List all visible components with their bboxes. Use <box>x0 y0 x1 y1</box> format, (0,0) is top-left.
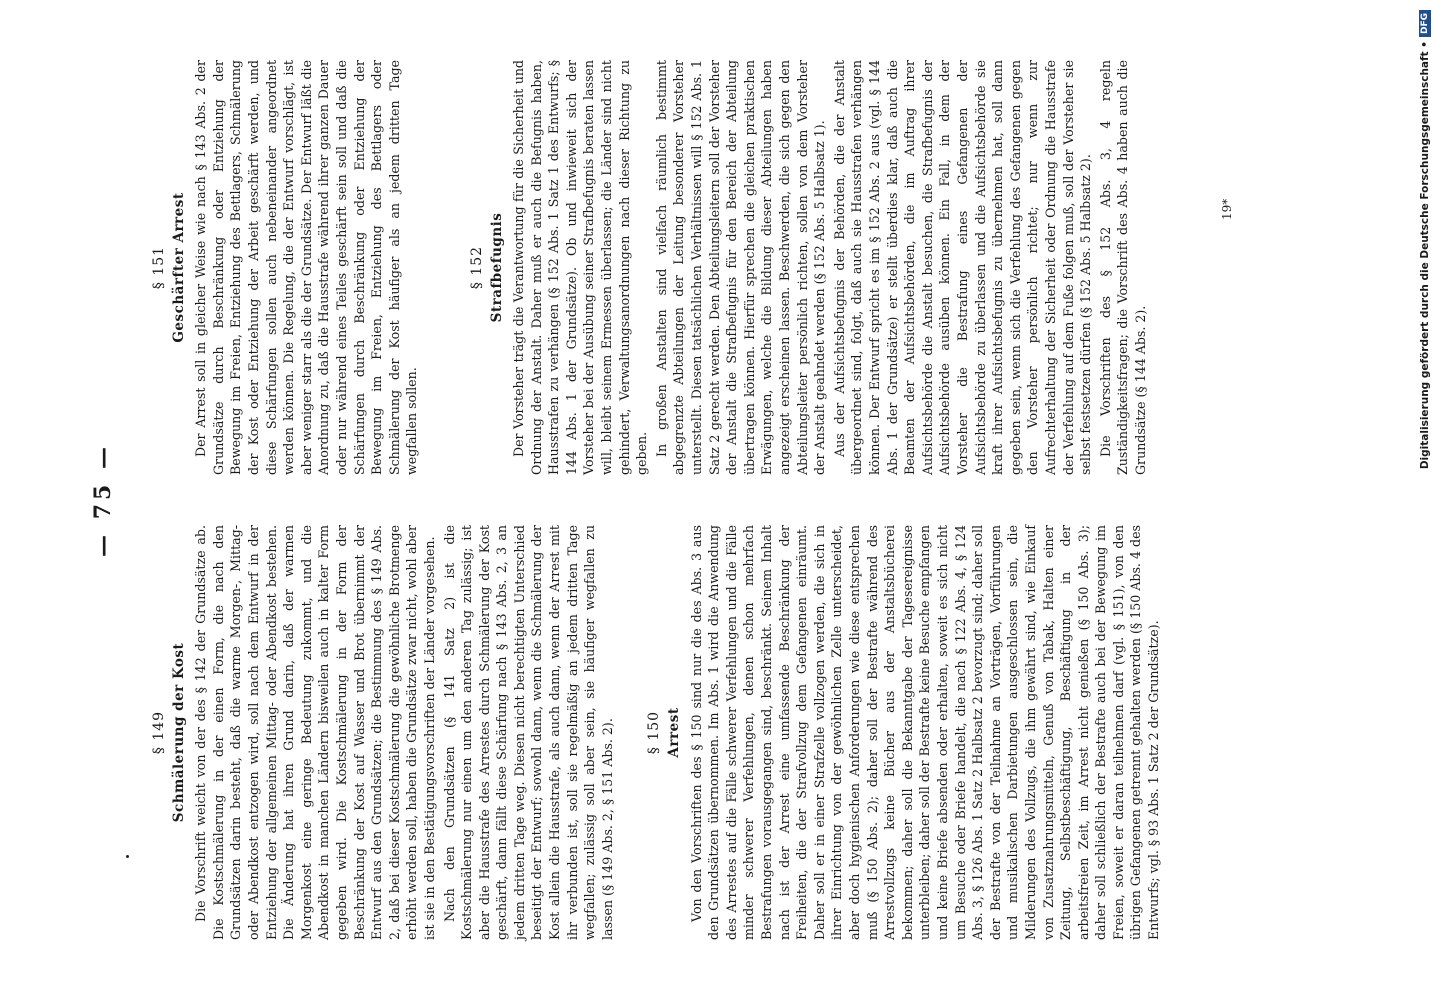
section-152-paragraph-2: In großen Anstalten sind vielfach räumlich bestimmt abgegrenzte Abteilungen der Leitung besonderer Vorsteher unterstellt. Diesen tatsächlichen Verhältnissen will § 152 Abs. 1 Satz 2 gerecht werden. Den Abteilungsleitern soll der Vorsteher der Anstalt die Strafbefugnis für den Bereich der Abteilung übertragen können. Hierfür sprechen die gleichen praktischen Erwägungen, welche die Bildung dieser Abteilungen haben angezeigt erscheinen lassen. Beschwerden, die sich gegen den Abteilungsleiter persönlich richten, sollen von dem Vorsteher der Anstalt geahndet werden (§ 152 Abs. 5 Halbsatz 1). <box>653 60 828 475</box>
dfg-logo: DFG <box>1419 10 1431 37</box>
section-151-paragraph-1: Der Arrest soll in gleicher Weise wie nach § 143 Abs. 2 der Grundsätze durch Beschränkung oder Entziehung der Bewegung im Freien, Entziehung des Bettlagers, Schmälerung der Kost oder Entziehung der Arbeit geschärft werden, und diese Schärfungen sollen auch nebeneinander angeordnet werden können. Die Regelung, die der Entwurf vorschlägt, ist aber weniger starr als die der Grundsätze. Der Entwurf läßt die Anordnung zu, daß die Hausstrafe während ihrer ganzen Dauer oder nur während eines Teiles geschärft sein soll und daß die Schärfungen durch Beschränkung oder Entziehung der Bewegung im Freien, Entziehung des Bettlagers oder Schmälerung der Kost häufiger als an jedem dritten Tage wegfallen sollen. <box>193 60 420 475</box>
section-150-number: § 150 <box>646 710 663 755</box>
section-150-title: Arrest <box>666 707 683 758</box>
section-152-title: Strafbefugnis <box>488 212 505 323</box>
section-149-title: Schmälerung der Kost <box>170 642 187 823</box>
left-column <box>145 525 1165 940</box>
section-149-paragraph-2: Nach den Grundsätzen (§ 141 Satz 2) ist die Kostschmälerung nur einen um den anderen Tag zulässig; ist aber die Hausstrafe des Arrestes durch Schmälerung der Kost geschärft, dann fällt diese Schärfung nach § 143 Abs. 2, 3 an jedem dritten Tage weg. Diesen nicht berechtigten Unterschied beseitigt der Entwurf; sowohl dann, wenn die Schmälerung der Kost allein die Hausstrafe, als auch dann, wenn der Arrest mit ihr verbunden ist, soll sie regelmäßig an jedem dritten Tage wegfallen; zulässig soll aber sein, sie häufiger wegfallen zu lassen (§ 149 Abs. 2, § 151 Abs. 2). <box>441 525 615 940</box>
section-152-paragraph-3: Aus der Aufsichtsbefugnis der Behörden, die der Anstalt übergeordnet sind, folgt, daß auch sie Hausstrafen verhängen können. Der Entwurf spricht es im § 152 Abs. 2 aus (vgl. § 144 Abs. 1 der Grundsätze) er stellt überdies klar, daß auch die Beamten der Aufsichtsbehörden, die im Auftrag ihrer Aufsichtsbehörde die Anstalt besuchen, die Strafbefugnis der Aufsichtsbehörde ausüben können. Ein Fall, in dem der Vorsteher die Bestrafung eines Gefangenen der Aufsichtsbehörde zu überlassen und die Aufsichtsbehörde sie kraft ihrer Aufsichtsbefugnis zu übernehmen hat, soll dann gegeben sein, wenn sich die Verfehlung des Gefangenen gegen den Vorsteher persönlich richtet; nur wenn zur Aufrechterhaltung der Sicherheit oder Ordnung die Hausstrafe der Verfehlung auf dem Fuße folgen muß, soll der Vorsteher sie selbst festsetzen dürfen (§ 152 Abs. 5 Halbsatz 2). <box>831 60 1094 475</box>
section-151-number: § 151 <box>151 245 167 290</box>
section-152-paragraph-1: Der Vorsteher trägt die Verantwortung für die Sicherheit und Ordnung der Anstalt. Daher muß er auch die Befugnis haben, Hausstrafen zu verhängen (§ 152 Abs. 1 Satz 1 des Entwurfs; § 144 Abs. 1 der Grundsätze). Ob und inwieweit sich der Vorsteher bei der Ausübung seiner Strafbefugnis beraten lassen will, bleibt seinem Ermessen überlassen; die Länder sind nicht gehindert, Verwaltungsanordnungen nach dieser Richtung zu geben. <box>511 60 650 475</box>
right-column <box>145 60 1151 475</box>
section-152-number: § 152 <box>468 245 485 290</box>
digitization-margin-note <box>1418 10 1432 990</box>
page-number: — 75 — <box>90 443 116 557</box>
signature-mark: 19* <box>1220 198 1234 220</box>
section-149-paragraph-1: Die Vorschrift weicht von der des § 142 der Grundsätze ab. Die Kostschmälerung in der einen Form, die nach den Grundsätzen darin besteht, daß die warme Morgen-, Mittag- oder Abendkost entzogen wird, soll nach dem Entwurf in der Entziehung der allgemeinen Mittag- oder Abendkost bestehen. Die Änderung hat ihren Grund darin, daß der warmen Morgenkost eine geringe Bedeutung zukommt, und die Abendkost in manchen Ländern bisweilen auch in kalter Form gegeben wird. Die Kostschmälerung in der Form der Beschränkung der Kost auf Wasser und Brot übernimmt der Entwurf aus den Grundsätzen; die Bestimmung des § 149 Abs. 2, daß bei dieser Kostschmälerung die gewöhnliche Brotmenge erhöht werden soll, haben die Grundsätze zwar nicht, wohl aber ist sie in den Bestätigungsvorschriften der Länder vorgesehen. <box>193 525 437 940</box>
section-149-number: § 149 <box>151 710 167 755</box>
section-150-paragraph-1: Von den Vorschriften des § 150 sind nur die des Abs. 3 aus den Grundsätzen übernommen. Im Abs. 1 wird die Anwendung des Arrestes auf die Fälle schwerer Verfehlungen und die Fälle minder schwerer Verfehlungen, denen schon mehrfach Bestrafungen vorausgegangen sind, beschränkt. Seinem Inhalt nach ist der Arrest eine umfassende Beschränkung der Freiheiten, die der Strafvollzug dem Gefangenen einräumt. Daher soll er in einer Strafzelle vollzogen werden, die sich in ihrer Einrichtung von der gewöhnlichen Zelle unterscheidet, aber doch hygienischen Anforderungen wie diese entsprechen muß (§ 150 Abs. 2); daher soll der Bestrafte während des Arrestvollzugs keine Bücher aus der Anstaltsbücherei bekommen; daher soll die Bekanntgabe der Tagesereignisse unterbleiben; daher soll der Bestrafte keine Besuche empfangen und keine Briefe absenden oder erhalten, soweit es sich nicht um Besuche oder Briefe handelt, die nach § 122 Abs. 4, § 124 Abs. 3, § 126 Abs. 1 Satz 2 Halbsatz 2 bevorzugt sind; daher soll der Bestrafte von der Teilnahme an Vorträgen, Vorführungen und musikalischen Darbietungen ausgeschlossen sein, die Milderungen des Vollzugs, die ihm gewährt sind, wie Einkauf von Zusatznahrungsmitteln, Genuß von Tabak, Halten einer Zeitung, Selbstbeschäftigung, Beschäftigung in der arbeitsfreien Zeit, im Arrest nicht genießen (§ 150 Abs. 3); daher soll schließlich der Bestrafte auch bei der Bewegung im Freien, soweit er daran teilnehmen darf (vgl. § 151), von den übrigen Gefangenen getrennt gehalten werden (§ 150 Abs. 4 des Entwurfs; vgl. § 93 Abs. 1 Satz 2 der Grundsätze). <box>688 525 1162 940</box>
document-page <box>90 60 1320 940</box>
paper-speck <box>126 855 129 858</box>
section-152-paragraph-4: Die Vorschriften des § 152 Abs. 3, 4 regeln Zuständigkeitsfragen; die Vorschrift des Abs. 4 haben auch die Grundsätze (§ 144 Abs. 2). <box>1097 60 1148 475</box>
section-151-title: Geschärfter Arrest <box>170 192 187 343</box>
digitization-credit-text: Digitalisierung gefördert durch die Deutsche Forschungsgemeinschaft • <box>1419 41 1431 470</box>
